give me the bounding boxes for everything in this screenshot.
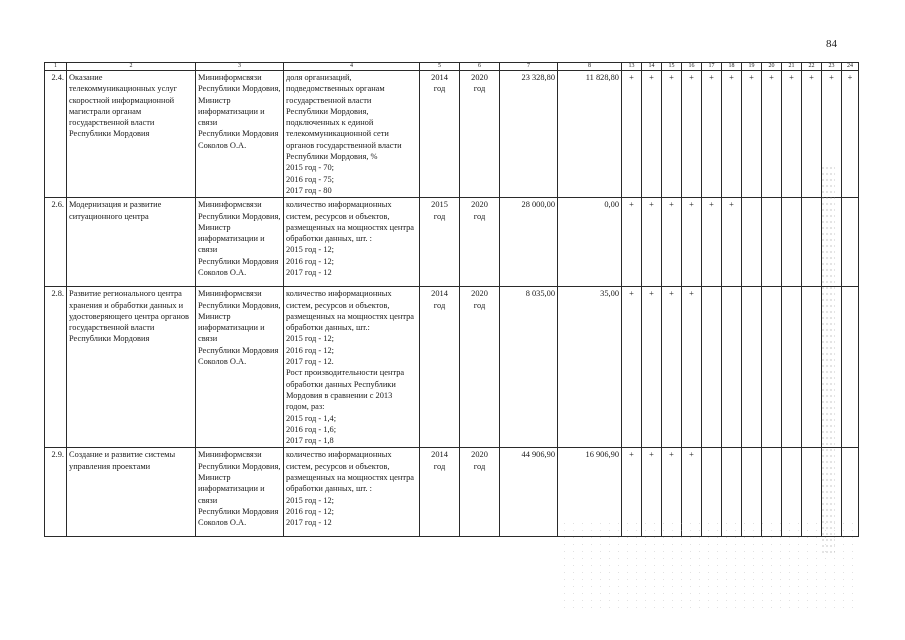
cell-line: 2017 год - 80 xyxy=(286,185,332,195)
schedule-mark: + xyxy=(722,71,742,198)
item-number xyxy=(45,448,67,537)
schedule-mark: + xyxy=(642,71,662,198)
cell-line: Республики Мордовия xyxy=(69,129,150,139)
cell-line: Республики Мордовия xyxy=(198,129,279,139)
column-number: 18 xyxy=(722,63,742,71)
start-year xyxy=(420,71,460,198)
total-funding xyxy=(500,71,558,198)
cell-line: государственной власти xyxy=(69,118,155,128)
column-number: 13 xyxy=(622,63,642,71)
cell-line: 2015 год - 12; xyxy=(286,495,334,505)
cell-line: информатизации и xyxy=(198,106,265,116)
cell-line: 2017 год - 12 xyxy=(286,518,332,528)
schedule-mark xyxy=(702,287,722,448)
cell-line: Министр xyxy=(198,95,231,105)
total-funding xyxy=(500,287,558,448)
cell-line: 2014 xyxy=(431,450,448,460)
schedule-mark: + xyxy=(842,71,859,198)
cell-line: Создание и развитие системы xyxy=(69,450,176,460)
cell-line: 2020 xyxy=(471,73,488,82)
cell-line: Республики Мордовия, xyxy=(198,461,281,471)
program-table xyxy=(44,62,859,537)
column-number: 15 xyxy=(662,63,682,71)
schedule-mark: + xyxy=(622,71,642,198)
cell-line: обработки данных, шт. : xyxy=(286,484,372,494)
cell-line: год xyxy=(473,211,486,221)
cell-line: размещенных на мощностях центра xyxy=(286,222,415,232)
cell-line: 2020 xyxy=(471,450,488,460)
end-year xyxy=(460,71,500,198)
schedule-mark: + xyxy=(662,287,682,448)
cell-line: 2020 xyxy=(471,289,488,299)
end-year xyxy=(460,198,500,287)
cell-line: обработки данных, шт. : xyxy=(286,234,372,244)
executor xyxy=(196,448,284,537)
cell-line: 2014 xyxy=(431,289,448,299)
schedule-mark xyxy=(762,198,782,287)
schedule-mark: + xyxy=(662,71,682,198)
cell-value: 44 906,90 xyxy=(521,450,555,460)
cell-line: хранения и обработки данных и xyxy=(69,300,184,310)
cell-line: государственной власти xyxy=(286,95,372,105)
cell-value: 35,00 xyxy=(600,289,619,299)
cell-line: обработки данных Республики xyxy=(286,379,396,389)
column-number: 22 xyxy=(802,63,822,71)
cell-line: год xyxy=(433,461,446,471)
cell-line: год xyxy=(433,84,446,94)
cell-line: удостоверяющего центра органов xyxy=(69,311,189,321)
cell-line: 2016 год - 12; xyxy=(286,256,334,266)
executor xyxy=(196,198,284,287)
cell-line: связи xyxy=(198,118,218,128)
column-number: 2 xyxy=(67,63,196,71)
schedule-mark xyxy=(742,198,762,287)
item-name xyxy=(67,198,196,287)
item-name xyxy=(67,287,196,448)
funding-amount xyxy=(558,71,622,198)
schedule-mark xyxy=(782,287,802,448)
cell-line: Министр xyxy=(198,311,231,321)
cell-line: подведомственных органам xyxy=(286,84,385,94)
cell-value: 0,00 xyxy=(604,200,619,210)
cell-line: Мининформсвязи xyxy=(198,289,262,299)
cell-line: 2015 год - 12; xyxy=(286,334,334,344)
start-year xyxy=(420,198,460,287)
table-row xyxy=(45,287,859,448)
indicator xyxy=(284,198,420,287)
cell-line: 2015 год - 70; xyxy=(286,163,334,173)
column-number: 17 xyxy=(702,63,722,71)
cell-value: 23 328,80 xyxy=(521,73,555,82)
cell-line: информатизации и xyxy=(198,323,265,333)
indicator xyxy=(284,448,420,537)
cell-line: 2020 xyxy=(471,200,488,210)
cell-value: 2.6. xyxy=(51,200,64,210)
column-number: 3 xyxy=(196,63,284,71)
schedule-mark xyxy=(842,198,859,287)
cell-line: связи xyxy=(198,245,218,255)
column-number: 24 xyxy=(842,63,859,71)
start-year xyxy=(420,448,460,537)
cell-value: 8 035,00 xyxy=(525,289,555,299)
cell-line: обработки данных, шт.: xyxy=(286,323,370,333)
indicator xyxy=(284,287,420,448)
cell-line: годом, раз: xyxy=(286,402,325,412)
schedule-mark: + xyxy=(662,448,682,537)
cell-value: 2.8. xyxy=(51,289,64,299)
schedule-mark: + xyxy=(642,287,662,448)
scan-noise xyxy=(560,520,860,610)
cell-value: 28 000,00 xyxy=(521,200,555,210)
cell-line: количество информационных xyxy=(286,200,392,210)
column-number: 20 xyxy=(762,63,782,71)
executor xyxy=(196,287,284,448)
schedule-mark: + xyxy=(702,71,722,198)
cell-line: Оказание xyxy=(69,73,103,82)
cell-line: 2017 год - 12. xyxy=(286,357,334,367)
total-funding xyxy=(500,198,558,287)
cell-line: 2017 год - 12 xyxy=(286,268,332,278)
schedule-mark: + xyxy=(622,448,642,537)
cell-line: Модернизация и развитие xyxy=(69,200,162,210)
schedule-mark: + xyxy=(622,287,642,448)
cell-line: Республики Мордовия xyxy=(198,345,279,355)
schedule-mark xyxy=(802,198,822,287)
table-row xyxy=(45,71,859,198)
column-number: 16 xyxy=(682,63,702,71)
cell-line: связи xyxy=(198,495,218,505)
cell-line: Республики Мордовия, xyxy=(198,300,281,310)
item-number xyxy=(45,71,67,198)
column-number: 19 xyxy=(742,63,762,71)
cell-line: 2016 год - 12; xyxy=(286,345,334,355)
cell-line: Развитие регионального центра xyxy=(69,289,182,299)
cell-line: 2014 xyxy=(431,73,448,82)
column-number: 21 xyxy=(782,63,802,71)
end-year xyxy=(460,448,500,537)
cell-line: Республики Мордовия, % xyxy=(286,152,378,162)
funding-amount xyxy=(558,198,622,287)
cell-line: Соколов О.А. xyxy=(198,140,247,150)
cell-line: связи xyxy=(198,334,218,344)
column-number-row xyxy=(45,63,859,71)
cell-line: Министр xyxy=(198,222,231,232)
cell-line: Рост производительности центра xyxy=(286,368,405,378)
item-name xyxy=(67,448,196,537)
column-number: 23 xyxy=(822,63,842,71)
cell-line: 2015 xyxy=(431,200,448,210)
cell-line: магистрали органам xyxy=(69,106,142,116)
cell-line: Соколов О.А. xyxy=(198,357,247,367)
cell-line: размещенных на мощностях центра xyxy=(286,311,415,321)
schedule-mark xyxy=(762,287,782,448)
cell-line: подключенных к единой xyxy=(286,118,374,128)
table-row xyxy=(45,198,859,287)
column-number: 5 xyxy=(420,63,460,71)
schedule-mark: + xyxy=(762,71,782,198)
cell-line: 2015 год - 12; xyxy=(286,245,334,255)
schedule-mark: + xyxy=(742,71,762,198)
cell-line: Соколов О.А. xyxy=(198,268,247,278)
page-number: 84 xyxy=(826,38,837,50)
cell-line: Министр xyxy=(198,473,231,483)
schedule-mark xyxy=(802,287,822,448)
column-number: 7 xyxy=(500,63,558,71)
cell-line: доля организаций, xyxy=(286,73,352,82)
cell-line: Соколов О.А. xyxy=(198,518,247,528)
cell-line: телекоммуникационной сети xyxy=(286,129,389,139)
schedule-mark: + xyxy=(682,448,702,537)
cell-line: скоростной информационной xyxy=(69,95,175,105)
cell-line: государственной власти xyxy=(69,323,155,333)
cell-line: информатизации и xyxy=(198,484,265,494)
item-number xyxy=(45,287,67,448)
scan-noise xyxy=(821,165,835,555)
column-number: 8 xyxy=(558,63,622,71)
cell-line: год xyxy=(433,300,446,310)
cell-line: систем, ресурсов и объектов, xyxy=(286,300,390,310)
cell-line: Республики Мордовия, xyxy=(198,84,281,94)
schedule-mark xyxy=(742,287,762,448)
column-number: 4 xyxy=(284,63,420,71)
schedule-mark xyxy=(842,287,859,448)
cell-line: информатизации и xyxy=(198,234,265,244)
cell-value: 11 828,80 xyxy=(585,73,619,82)
cell-line: 2016 год - 75; xyxy=(286,174,334,184)
schedule-mark: + xyxy=(702,198,722,287)
cell-line: 2015 год - 1,4; xyxy=(286,413,337,423)
item-name xyxy=(67,71,196,198)
cell-line: Республики Мордовия xyxy=(69,334,150,344)
schedule-mark: + xyxy=(622,198,642,287)
cell-line: 2017 год - 1,8 xyxy=(286,436,334,446)
cell-line: год xyxy=(473,300,486,310)
cell-line: 2016 год - 12; xyxy=(286,506,334,516)
cell-line: Республики Мордовия xyxy=(198,506,279,516)
cell-line: год xyxy=(433,211,446,221)
schedule-mark: + xyxy=(642,448,662,537)
schedule-mark: + xyxy=(682,287,702,448)
schedule-mark: + xyxy=(722,198,742,287)
column-number: 1 xyxy=(45,63,67,71)
schedule-mark: + xyxy=(802,71,822,198)
cell-line: систем, ресурсов и объектов, xyxy=(286,461,390,471)
cell-line: год xyxy=(473,84,486,94)
cell-line: год xyxy=(473,461,486,471)
item-number xyxy=(45,198,67,287)
cell-line: Мининформсвязи xyxy=(198,200,262,210)
column-number: 6 xyxy=(460,63,500,71)
executor xyxy=(196,71,284,198)
cell-line: Мининформсвязи xyxy=(198,450,262,460)
cell-line: Республики Мордовия xyxy=(198,256,279,266)
cell-value: 2.9. xyxy=(51,450,64,460)
funding-amount xyxy=(558,287,622,448)
schedule-mark: + xyxy=(782,71,802,198)
cell-line: телекоммуникационных услуг xyxy=(69,84,178,94)
schedule-mark: + xyxy=(682,71,702,198)
schedule-mark xyxy=(722,287,742,448)
cell-line: Республики Мордовия, xyxy=(198,211,281,221)
cell-value: 16 906,90 xyxy=(585,450,619,460)
schedule-mark: + xyxy=(822,71,842,198)
schedule-mark: + xyxy=(682,198,702,287)
cell-line: количество информационных xyxy=(286,289,392,299)
cell-value: 2.4. xyxy=(51,73,64,82)
cell-line: органов государственной власти xyxy=(286,140,402,150)
cell-line: Мордовия в сравнении с 2013 xyxy=(286,390,393,400)
cell-line: Мининформсвязи xyxy=(198,73,262,82)
column-number: 14 xyxy=(642,63,662,71)
total-funding xyxy=(500,448,558,537)
cell-line: Республики Мордовия, xyxy=(286,106,369,116)
cell-line: систем, ресурсов и объектов, xyxy=(286,211,390,221)
cell-line: 2016 год - 1,6; xyxy=(286,424,337,434)
schedule-mark: + xyxy=(662,198,682,287)
cell-line: ситуационного центра xyxy=(69,211,149,221)
end-year xyxy=(460,287,500,448)
start-year xyxy=(420,287,460,448)
cell-line: управления проектами xyxy=(69,461,151,471)
indicator xyxy=(284,71,420,198)
schedule-mark: + xyxy=(642,198,662,287)
cell-line: размещенных на мощностях центра xyxy=(286,473,415,483)
schedule-mark xyxy=(782,198,802,287)
cell-line: количество информационных xyxy=(286,450,392,460)
